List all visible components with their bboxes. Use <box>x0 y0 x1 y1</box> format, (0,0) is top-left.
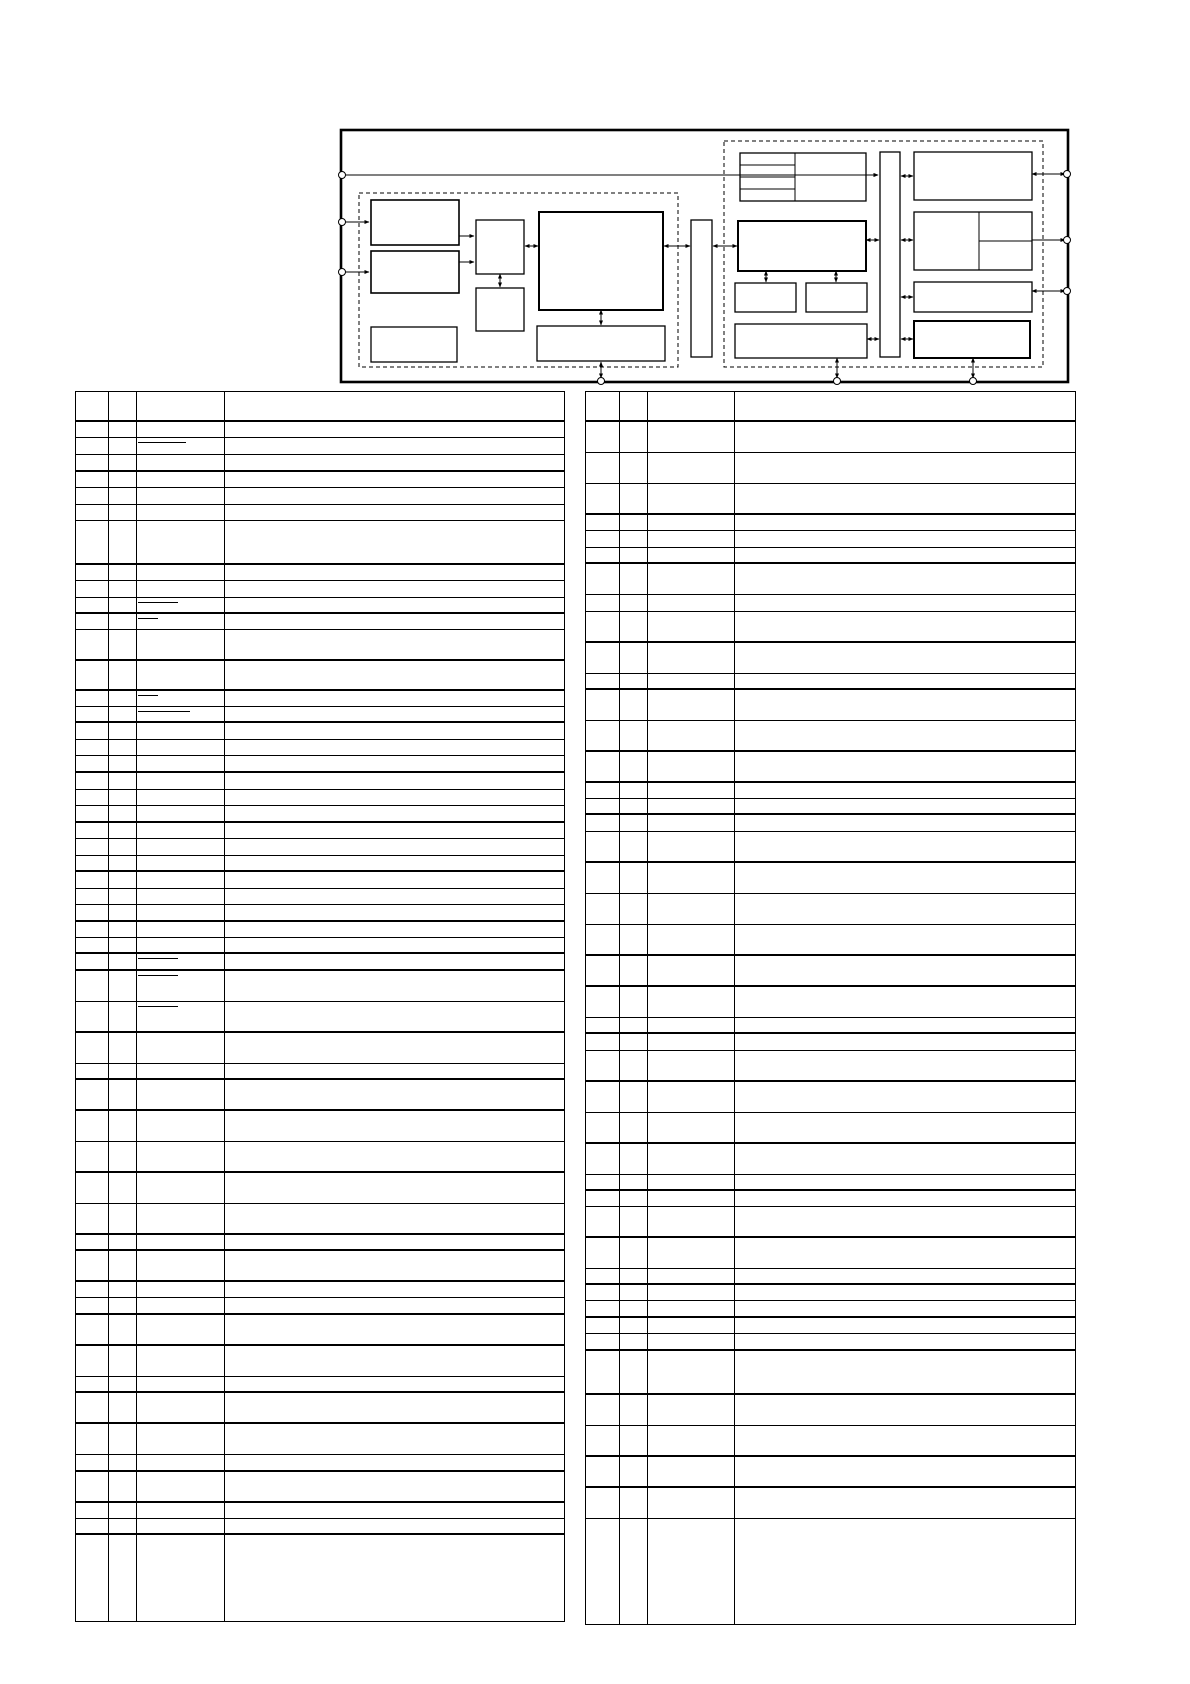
table-row <box>586 564 1075 595</box>
column-divider <box>734 392 735 1624</box>
table-row <box>586 531 1075 548</box>
block-core-sub <box>537 326 665 361</box>
block-out-4 <box>914 321 1030 358</box>
table-row <box>586 1301 1075 1318</box>
table-row <box>76 505 564 521</box>
table-row <box>586 1269 1075 1285</box>
overline-mark <box>138 618 158 619</box>
table-row <box>586 1238 1075 1269</box>
pin-table-right <box>585 391 1076 1625</box>
pin-bottom-2 <box>834 378 841 385</box>
table-row <box>586 1426 1075 1457</box>
table-header-row <box>586 392 1075 422</box>
table-row <box>76 488 564 505</box>
table-row <box>586 1144 1075 1175</box>
table-row <box>586 453 1075 484</box>
table-row <box>586 783 1075 799</box>
table-row <box>76 1503 564 1519</box>
pin-left-2 <box>339 219 346 226</box>
table-row <box>76 856 564 872</box>
table-row <box>586 1191 1075 1207</box>
table-row <box>586 1457 1075 1488</box>
column-divider <box>136 392 137 1621</box>
block-controller <box>738 221 866 271</box>
table-row <box>76 1033 564 1064</box>
overline-mark <box>138 1006 178 1007</box>
table-row <box>586 832 1075 863</box>
table-row <box>586 484 1075 515</box>
table-row <box>76 422 564 438</box>
table-row <box>76 1535 564 1565</box>
table-row <box>76 630 564 661</box>
block-input-a <box>371 200 459 245</box>
table-row <box>76 472 564 488</box>
overline-mark <box>138 442 186 443</box>
table-row <box>76 614 564 630</box>
table-row <box>76 1393 564 1424</box>
table-row <box>76 1424 564 1455</box>
block-mux-sub <box>476 288 524 331</box>
table-row <box>76 938 564 954</box>
chip-outline <box>341 130 1068 382</box>
table-row <box>76 1455 564 1472</box>
pin-right-1 <box>1064 171 1071 178</box>
table-row <box>76 1080 564 1111</box>
table-row <box>76 581 564 598</box>
table-row <box>76 438 564 455</box>
block-right-bottom <box>735 324 867 358</box>
block-left-bottom <box>371 327 457 362</box>
block-core <box>539 212 663 310</box>
table-row <box>586 894 1075 925</box>
table-row <box>76 455 564 472</box>
column-divider <box>647 392 648 1624</box>
table-row <box>586 1018 1075 1034</box>
table-row <box>76 661 564 691</box>
block-diagram <box>0 0 1190 390</box>
table-row <box>586 1334 1075 1351</box>
column-divider <box>619 392 620 1624</box>
table-row <box>76 1519 564 1535</box>
table-row <box>586 1175 1075 1191</box>
table-row <box>76 823 564 839</box>
pin-table-left <box>75 391 565 1622</box>
overline-mark <box>138 602 178 603</box>
table-row <box>586 643 1075 674</box>
table-row <box>586 1519 1075 1535</box>
table-row <box>76 1142 564 1173</box>
pin-right-2 <box>1064 237 1071 244</box>
table-row <box>586 422 1075 453</box>
table-row <box>76 1472 564 1503</box>
table-row <box>586 1351 1075 1395</box>
left-dashed-region <box>359 193 678 367</box>
table-row <box>76 1173 564 1204</box>
table-row <box>76 1282 564 1298</box>
table-row <box>586 1082 1075 1113</box>
pin-left-3 <box>339 269 346 276</box>
table-row <box>76 723 564 740</box>
table-row <box>586 1051 1075 1082</box>
table-row <box>76 1251 564 1282</box>
table-row <box>76 1235 564 1251</box>
block-input-b <box>371 251 459 293</box>
table-row <box>586 1285 1075 1301</box>
table-row <box>586 799 1075 815</box>
table-row <box>586 674 1075 690</box>
block-out-3 <box>914 282 1032 312</box>
table-row <box>586 863 1075 894</box>
column-divider <box>224 392 225 1621</box>
table-row <box>76 872 564 889</box>
table-row <box>76 1346 564 1377</box>
table-row <box>76 922 564 938</box>
table-row <box>586 548 1075 564</box>
block-sub-a <box>735 283 796 312</box>
table-row <box>586 721 1075 752</box>
table-row <box>76 740 564 756</box>
table-row <box>76 1315 564 1346</box>
table-row <box>76 598 564 614</box>
table-row <box>76 1377 564 1393</box>
table-header-row <box>76 392 564 422</box>
overline-mark <box>138 711 190 712</box>
table-row <box>76 954 564 971</box>
overline-mark <box>138 695 158 696</box>
table-row <box>586 925 1075 956</box>
table-row <box>586 595 1075 612</box>
table-row <box>76 806 564 823</box>
overline-mark <box>138 975 178 976</box>
column-divider <box>108 392 109 1621</box>
table-row <box>586 612 1075 643</box>
table-row <box>76 565 564 581</box>
table-row <box>586 1318 1075 1334</box>
table-row <box>586 1207 1075 1238</box>
pin-bottom-3 <box>970 378 977 385</box>
table-row <box>76 889 564 905</box>
pin-left-1 <box>339 172 346 179</box>
table-row <box>76 707 564 723</box>
table-row <box>586 1034 1075 1051</box>
block-out-1 <box>914 152 1032 200</box>
pin-bottom-1 <box>598 378 605 385</box>
table-row <box>586 815 1075 832</box>
pin-right-3 <box>1064 288 1071 295</box>
table-row <box>586 1395 1075 1426</box>
table-row <box>76 1298 564 1315</box>
table-row <box>586 1488 1075 1519</box>
table-row <box>586 956 1075 987</box>
table-row <box>76 756 564 773</box>
table-row <box>76 773 564 790</box>
block-mux <box>476 220 524 274</box>
table-row <box>76 1111 564 1142</box>
table-row <box>76 1204 564 1235</box>
table-row <box>76 790 564 806</box>
overline-mark <box>138 958 178 959</box>
block-bus <box>880 152 900 357</box>
block-sub-b <box>806 283 867 312</box>
table-row <box>76 691 564 707</box>
table-row <box>586 515 1075 531</box>
table-row <box>586 987 1075 1018</box>
table-row <box>586 752 1075 783</box>
table-row <box>76 905 564 922</box>
table-row <box>586 690 1075 721</box>
table-row <box>586 1113 1075 1144</box>
table-row <box>76 521 564 565</box>
table-row <box>76 1064 564 1080</box>
table-row <box>76 839 564 856</box>
block-bridge <box>691 220 712 357</box>
